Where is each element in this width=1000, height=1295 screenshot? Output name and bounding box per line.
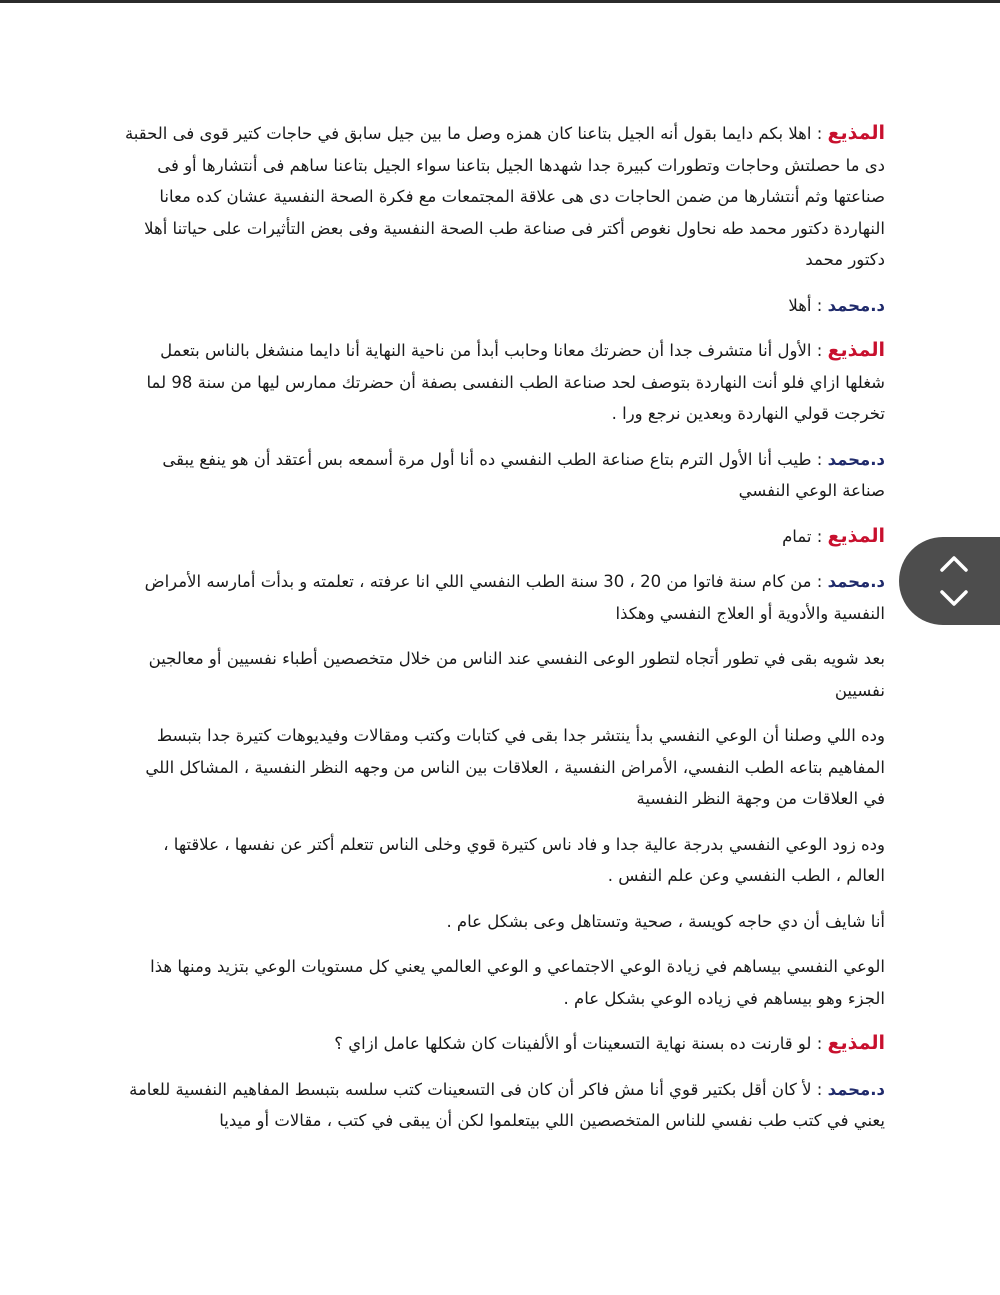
speaker-separator: :: [811, 1034, 828, 1053]
paragraph-6: [120, 566, 885, 629]
paragraph-text: لأ كان أقل بكتير قوي أنا مش فاكر أن كان فى التسعينات كتب سلسه بتبسط المفاهيم النفسية للعامة يعني في كتب طب نفسي للناس المتخصصين اللي بيتعلموا لكن أن يبقى في كتب ، مقالات أو ميديا: [129, 1079, 885, 1130]
page-scroll-control[interactable]: [899, 537, 1000, 625]
speaker-guest: د.محمد: [827, 449, 885, 469]
paragraph-13: [120, 1074, 885, 1137]
chevron-down-icon[interactable]: [939, 588, 969, 608]
paragraph-text: الوعي النفسي بيساهم في زيادة الوعي الاجتماعي و الوعي العالمي يعني كل مستويات الوعي بتزيد ومنها هذا الجزء وهو بيساهم في زياده الوعي بشكل عام .: [150, 957, 885, 1008]
speaker-guest: د.محمد: [827, 295, 885, 315]
paragraph-text: اهلا بكم دايما بقول أنه الجيل بتاعنا كان همزه وصل ما بين جيل سابق في حاجات كتير قوى فى الحقبة دى ما حصلتش وحاجات وتطورات كبيرة جدا شهدها الجيل بتاعنا سواء الجيل بتاعنا ساهم فى أنتشارها أو فى صناعتها وثم أنتشارها من ضمن الحاجات دى هى علاقة المجتمعات مع فكرة الصحة النفسية عشان كده معانا النهاردة دكتور محمد طه نحاول نغوص أكتر فى صناعة طب الصحة النفسية وفى بعض التأثيرات على حياتنا أهلا دكتور محمد: [124, 124, 885, 269]
paragraph-text: تمام: [782, 526, 812, 546]
paragraph-text: طيب أنا الأول الترم بتاع صناعة الطب النفسي ده أنا أول مرة أسمعه بس أعتقد أن هو ينفع يبقى صناعة الوعي النفسي: [162, 449, 885, 500]
paragraph-text: وده اللي وصلنا أن الوعي النفسي بدأ ينتشر جدا بقى في كتابات وكتب ومقالات وفيديوهات كتيرة جدا بتبسط المفاهيم بتاعه الطب النفسي، الأمراض النفسية ، العلاقات بين الناس من وجهه النظر النفسية ، المشاكل اللي في العلاقات من وجهة النظر النفسية: [145, 726, 885, 808]
paragraph-text: لو قارنت ده بسنة نهاية التسعينات أو الألفينات كان شكلها عامل ازاي ؟: [334, 1034, 812, 1053]
paragraph-7: [120, 643, 885, 706]
paragraph-10: [120, 906, 885, 938]
paragraph-3: [120, 335, 885, 430]
chevron-up-icon[interactable]: [939, 554, 969, 574]
paragraph-text: الأول أنا متشرف جدا أن حضرتك معانا وحابب أبدأ من ناحية النهاية أنا دايما منشغل بالناس بتعمل شغلها ازاي فلو أنت النهاردة بتوصف لحد صناعة الطب النفسى بصفة أن حضرتك ممارس ليها من سنة 98 لما تخرجت قولي النهاردة وبعدين نرجع ورا .: [146, 341, 885, 423]
paragraph-12: [120, 1028, 885, 1060]
speaker-host: المذيع: [827, 524, 885, 547]
document-body: [120, 118, 885, 1151]
speaker-separator: :: [811, 572, 828, 591]
paragraph-text: بعد شويه بقى في تطور أتجاه لتطور الوعى النفسي عند الناس من خلال متخصصين أطباء نفسيين أو معالجين نفسيين: [148, 649, 885, 700]
speaker-separator: :: [811, 449, 828, 469]
paragraph-2: [120, 290, 885, 322]
speaker-host: المذيع: [827, 339, 885, 361]
speaker-separator: :: [811, 124, 828, 143]
speaker-separator: :: [811, 526, 828, 546]
speaker-separator: :: [811, 341, 828, 360]
paragraph-5: [120, 521, 885, 553]
speaker-separator: :: [811, 295, 828, 315]
speaker-host: المذيع: [827, 1032, 885, 1054]
top-border: [0, 0, 1000, 3]
speaker-separator: :: [811, 1079, 828, 1099]
paragraph-1: [120, 118, 885, 276]
paragraph-11: [120, 951, 885, 1014]
paragraph-text: أهلا: [788, 295, 812, 315]
paragraph-text: من كام سنة فاتوا من 20 ، 30 سنة الطب النفسي اللي انا عرفته ، تعلمته و بدأت أمارسه الأمراض النفسية والأدوية أو العلاج النفسي وهكذا: [144, 572, 885, 623]
paragraph-text: وده زود الوعي النفسي بدرجة عالية جدا و فاد ناس كتيرة قوي وخلى الناس تتعلم أكتر عن نفسها ، علاقتها ، العالم ، الطب النفسي وعن علم النفس .: [163, 834, 885, 885]
paragraph-9: [120, 829, 885, 892]
speaker-host: المذيع: [827, 122, 885, 144]
paragraph-8: [120, 720, 885, 815]
paragraph-4: [120, 444, 885, 507]
paragraph-text: أنا شايف أن دي حاجه كويسة ، صحية وتستاهل وعى بشكل عام .: [446, 911, 885, 931]
speaker-guest: د.محمد: [827, 1079, 885, 1099]
speaker-guest: د.محمد: [827, 572, 885, 591]
